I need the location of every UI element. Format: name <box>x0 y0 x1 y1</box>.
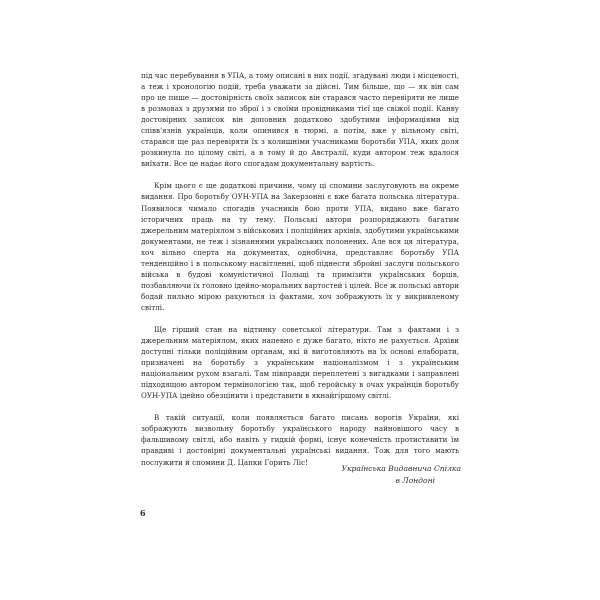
paragraph-gap <box>141 169 459 180</box>
paragraph-gap <box>141 313 459 324</box>
paragraph-4: В такій ситуації, коли появляється багато писань ворогів України, які зображують визвольну боротьбу українського народу найновішого часу в фальшивому світлі, або навіть у гидкій формі, існує конечність протиставити їм правдиві і достовірні документальні українські видання. Тож для того мають послужити й спомини Д. Цапки Горить Ліс! <box>141 413 459 467</box>
publisher-location: в Лондоні <box>395 476 435 485</box>
publisher-signature <box>341 463 461 487</box>
paragraph-1: під час перебування в УПА, а тому описані в них події, згадувані люди і місцевості, а теж і хронологію подій, треба уважати за дійсні. Тим більше, що — як він сам про це пише — достовірність своїх записок він старався часто перевіряти не лише в розмовах з друзями по зброї і з своїми провідниками тієї ще свіжої події. Канву достовірних записок він доповнив додатково здобутими інформаціями від співв'язнів українців, коли опинився в тюрмі, а потім, вже у вільному світі, старався ще раз перевіряти їх з колишніми учасниками боротьби УПА, яких доля розкинула по цілому світі, а в тому й до Австралії, куди автором теж вдалося виїхати. Все це надає його спогадам документальну вартість. <box>141 71 459 169</box>
publisher-name: Українська Видавнича Спілка <box>341 464 461 473</box>
page-number: 6 <box>140 508 146 518</box>
paragraph-3: Ще гірший стан на відтинку советської літератури. Там з фактами і з джерельним матеріялом, яких напевно є дуже багато, ніхто не рахується. Архіви доступні тільки поліційним органам, які й виготовляють на їх основі елаборати, призначені на боротьбу з українським націоналізмом і з українським національним рухом взагалі. Там півправди переплетені з вигадками і заправлені підходящою автором термінологією так, щоб геройську в очах українців боротьбу ОУН-УПА ідейно обезцінити і представити в якнайгіршому світлі. <box>141 324 459 401</box>
body-text <box>141 70 459 468</box>
paragraph-gap <box>141 401 459 412</box>
paragraph-2: Крім цього є ще додаткові причини, чому ці спомини заслуговують на окреме видання. Про боротьбу ОУН-УПА на Закерзонні є вже багата польська література. Появилося чимало спогадів учасників бою проти УПА, видано вже багато історичних праць на ту тему. Польські автори розпоряджають багатим джерельним матеріялом з військових і поліційних архівів, здобутими українськими документами, не теж і зізнаннями українських полонених. Але вся ця література, хоч вільно сперта на документах, однобічна, представляє боротьбу УПА тенденційно і в польському насвітленні, щоб піднести збройні заслуги польського війська в будові комуністичної Польщі та примізити українських борців, позбавляючи їх головно ідейно-моральних вартостей і цілей. Все ж польські автори бодай пильно мірою рахуються із фактами, хоч зображують їх у викривленому світлі. <box>141 181 460 312</box>
